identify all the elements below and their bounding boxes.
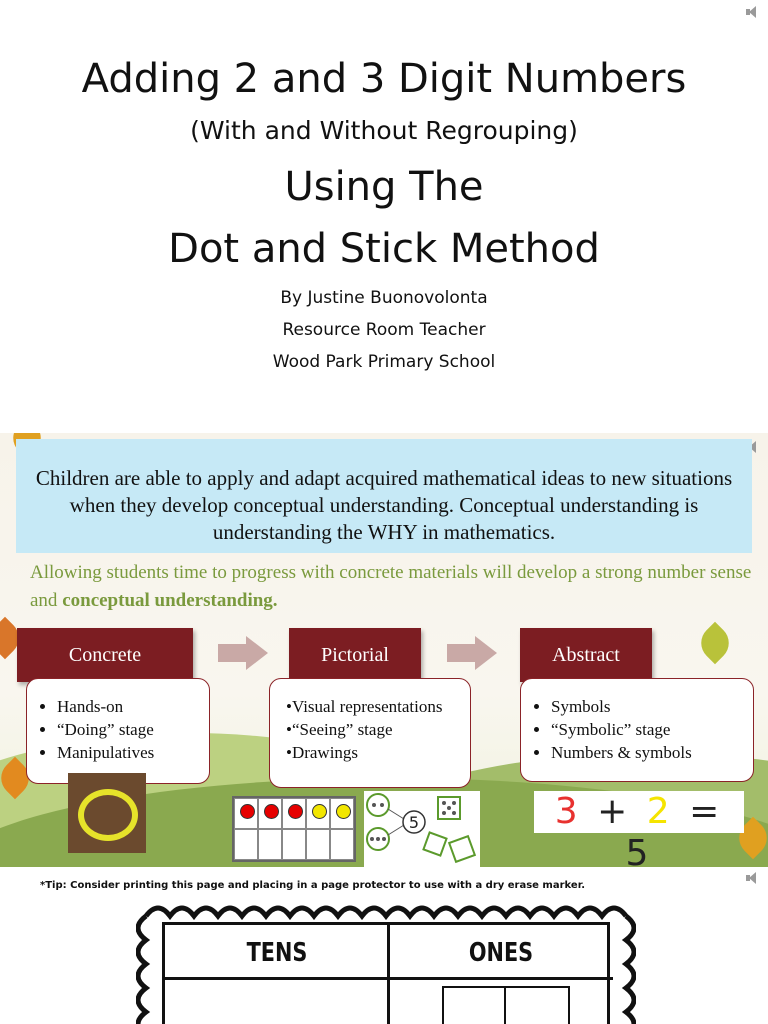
list-item: • Symbols	[551, 695, 743, 718]
allowing-text: Allowing students time to progress with concrete materials will develop a strong number sense and conceptual understanding.	[30, 562, 752, 611]
number-bond-image	[364, 791, 480, 867]
stage-pictorial-list	[269, 678, 471, 788]
header-divider	[165, 977, 613, 980]
stage-abstract-header: Abstract	[520, 628, 652, 682]
digit-box[interactable]	[504, 986, 570, 1024]
slide-subtitle: (With and Without Regrouping)	[190, 116, 578, 145]
digit-box[interactable]	[442, 986, 508, 1024]
tip-text: *Tip: Consider printing this page and placing in a page protector to use with a dry erase marker.	[40, 880, 586, 891]
ten-frame-image	[232, 796, 356, 862]
stage-concrete-header: Concrete	[17, 628, 193, 682]
list-item: • “Doing” stage	[57, 718, 199, 741]
stage-concrete-list	[26, 678, 210, 784]
list-item: • Hands-on	[57, 695, 199, 718]
equation-addend-a: 3	[554, 791, 582, 832]
equation-addend-b: 2	[646, 791, 674, 832]
tens-header: TENS	[246, 938, 308, 968]
ones-header: ONES	[468, 938, 534, 968]
leaf-icon	[694, 622, 736, 664]
list-item: • Drawings	[286, 741, 460, 764]
stage-abstract-list	[520, 678, 754, 782]
author-role: Resource Room Teacher	[282, 320, 486, 340]
list-item: • Numbers & symbols	[551, 741, 743, 764]
slide-title-line3: Dot and Stick Method	[168, 226, 600, 272]
author-name: By Justine Buonovolonta	[280, 288, 488, 308]
stage-pictorial-header: Pictorial	[289, 628, 421, 682]
speaker-icon[interactable]	[746, 872, 760, 884]
equation-image	[534, 791, 744, 867]
list-item: • “Seeing” stage	[286, 718, 460, 741]
equation-result: 5	[625, 833, 653, 867]
intro-text: Children are able to apply and adapt acquired mathematical ideas to new situations when they develop conceptual understanding. Conceptual understanding is understanding the WHY in mathematics.	[16, 439, 752, 553]
title-slide	[0, 0, 768, 432]
speaker-icon[interactable]	[746, 6, 760, 18]
list-item: • Visual representations	[286, 695, 460, 718]
column-divider	[387, 925, 390, 1024]
list-item: • Manipulatives	[57, 741, 199, 764]
slide-title-line2: Using The	[284, 164, 484, 210]
worksheet-slide	[0, 868, 768, 1024]
equals-sign: =	[689, 791, 724, 832]
bead-bracelet-image	[68, 773, 146, 853]
slide-title: Adding 2 and 3 Digit Numbers	[81, 56, 687, 102]
plus-sign: +	[597, 791, 632, 832]
author-school: Wood Park Primary School	[272, 352, 496, 372]
number-bond-total: 5	[408, 813, 420, 832]
list-item: • “Symbolic” stage	[551, 718, 743, 741]
cpa-slide	[0, 433, 768, 867]
allowing-bold: conceptual understanding.	[62, 590, 278, 611]
